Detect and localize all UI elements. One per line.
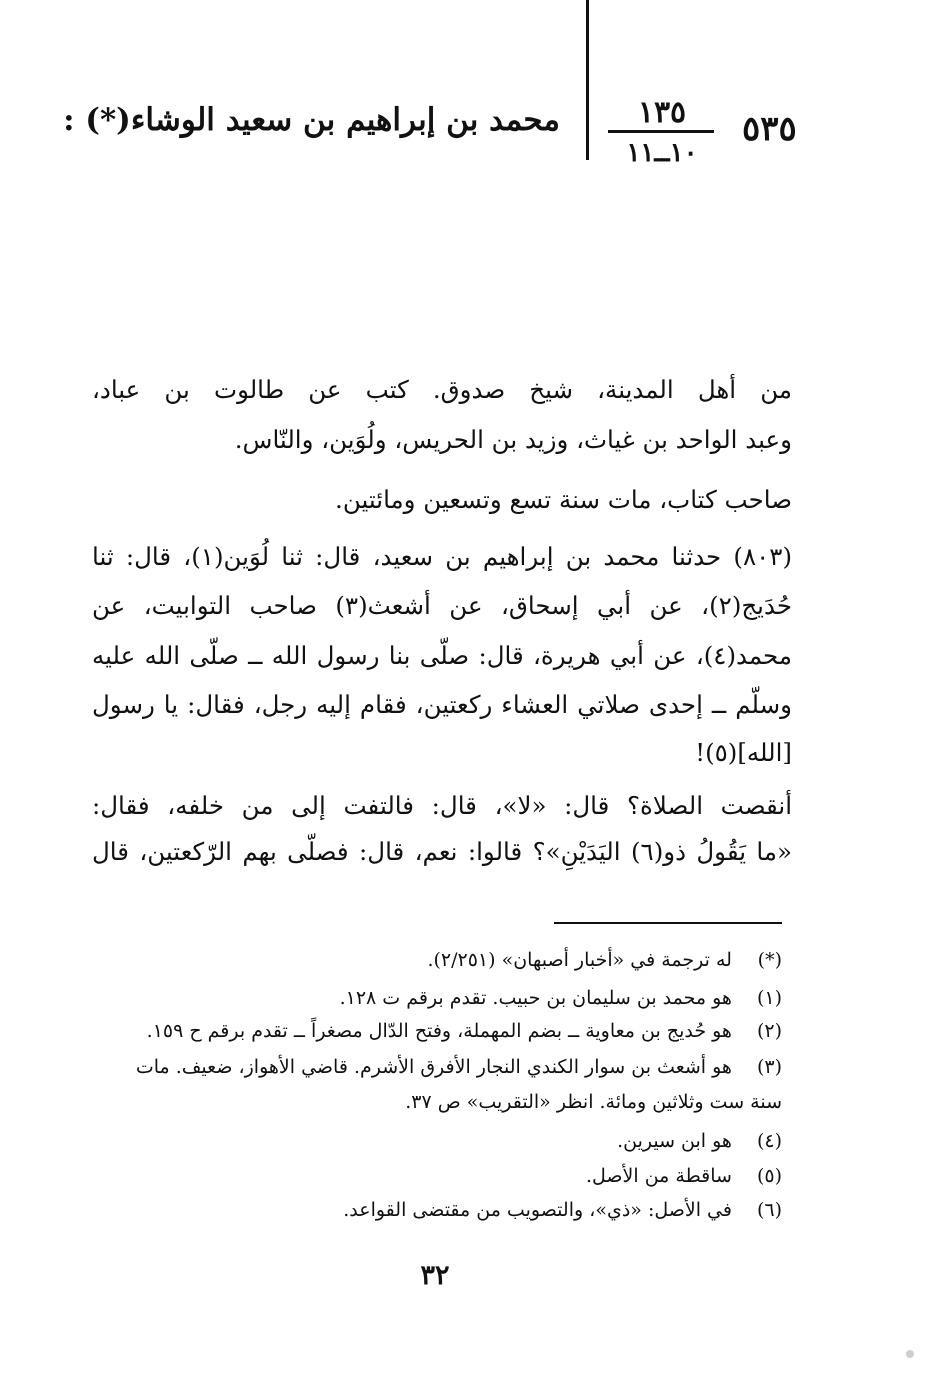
fraction-line — [608, 130, 714, 133]
footnote — [92, 945, 782, 975]
footnote-number: (٣) — [756, 1056, 782, 1078]
footnote-text: هو ابن سيرين. — [617, 1130, 732, 1152]
footnote-number: (٤) — [756, 1130, 782, 1152]
scan-speck — [906, 1350, 914, 1358]
footnote-number: (١) — [756, 987, 782, 1009]
header-vertical-rule — [586, 0, 589, 160]
footnote-text: هو حُديج بن معاوية ــ بضم المهملة، وفتح الدّال مصغراً ــ تقدم برقم ح ١٥٩. — [146, 1020, 732, 1042]
footnote — [92, 1016, 782, 1046]
footnote-separator — [554, 922, 782, 924]
footnote — [92, 983, 782, 1013]
footnote — [92, 1126, 782, 1156]
body-line: أنقصت الصلاة؟ قال: «لا»، قال: فالتفت إلى من خلفه، فقال: — [92, 791, 792, 820]
footnote-number: (٥) — [756, 1165, 782, 1187]
footnote-text: هو محمد بن سليمان بن حبيب. تقدم برقم ت ١٢٨. — [339, 987, 732, 1009]
footnote-number: (٦) — [756, 1199, 782, 1221]
entry-title: محمد بن إبراهيم بن سعيد الوشاء(*) : — [63, 102, 560, 138]
footnote-text: سنة ست وثلاثين ومائة. انظر «التقريب» ص ٣٧. — [405, 1091, 782, 1113]
footnote-text: ساقطة من الأصل. — [585, 1165, 732, 1187]
footnote-text: في الأصل: «ذي»، والتصويب من مقتضى القواعد. — [343, 1199, 732, 1221]
footnote — [92, 1195, 782, 1225]
fraction-bottom: ١٠ــ١١ — [626, 138, 698, 168]
footnote — [92, 1161, 782, 1191]
body-line: من أهل المدينة، شيخ صدوق. كتب عن طالوت بن عباد، — [92, 375, 792, 404]
body-line: [الله](٥)! — [695, 738, 792, 767]
body-line: حُدَيج(٢)، عن أبي إسحاق، عن أشعث(٣) صاحب التوابيت، عن — [92, 591, 792, 620]
body-line: (٨٠٣) حدثنا محمد بن إبراهيم بن سعيد، قال: ثنا لُوَين(١)، قال: ثنا — [92, 542, 792, 571]
fraction-top: ١٣٥ — [637, 95, 687, 130]
body-line: وسلّم ــ إحدى صلاتي العشاء ركعتين، فقام إليه رجل، فقال: يا رسول — [92, 690, 792, 719]
body-line: محمد(٤)، عن أبي هريرة، قال: صلّى بنا رسول الله ــ صلّى الله عليه — [92, 641, 792, 670]
body-line: «ما يَقُولُ ذو(٦) اليَدَيْنِ»؟ قالوا: نعم، قال: فصلّى بهم الرّكعتين، قال — [92, 837, 792, 866]
footnote-number: (٢) — [756, 1020, 782, 1042]
page-number: ٣٢ — [420, 1260, 450, 1291]
footnote-number: (*) — [757, 949, 782, 971]
footnote-text: له ترجمة في «أخبار أصبهان» (٢/٢٥١). — [427, 949, 732, 971]
footnote — [92, 1052, 782, 1082]
entry-number: ٥٣٥ — [742, 109, 797, 149]
footnote-continuation — [92, 1087, 826, 1117]
body-line: صاحب كتاب، مات سنة تسع وتسعين ومائتين. — [335, 485, 792, 514]
body-line: وعبد الواحد بن غياث، وزيد بن الحريس، ولُوَين، والنّاس. — [234, 425, 792, 454]
footnote-text: هو أشعث بن سوار الكندي النجار الأفرق الأشرم. قاضي الأهواز، ضعيف. مات — [135, 1056, 732, 1078]
